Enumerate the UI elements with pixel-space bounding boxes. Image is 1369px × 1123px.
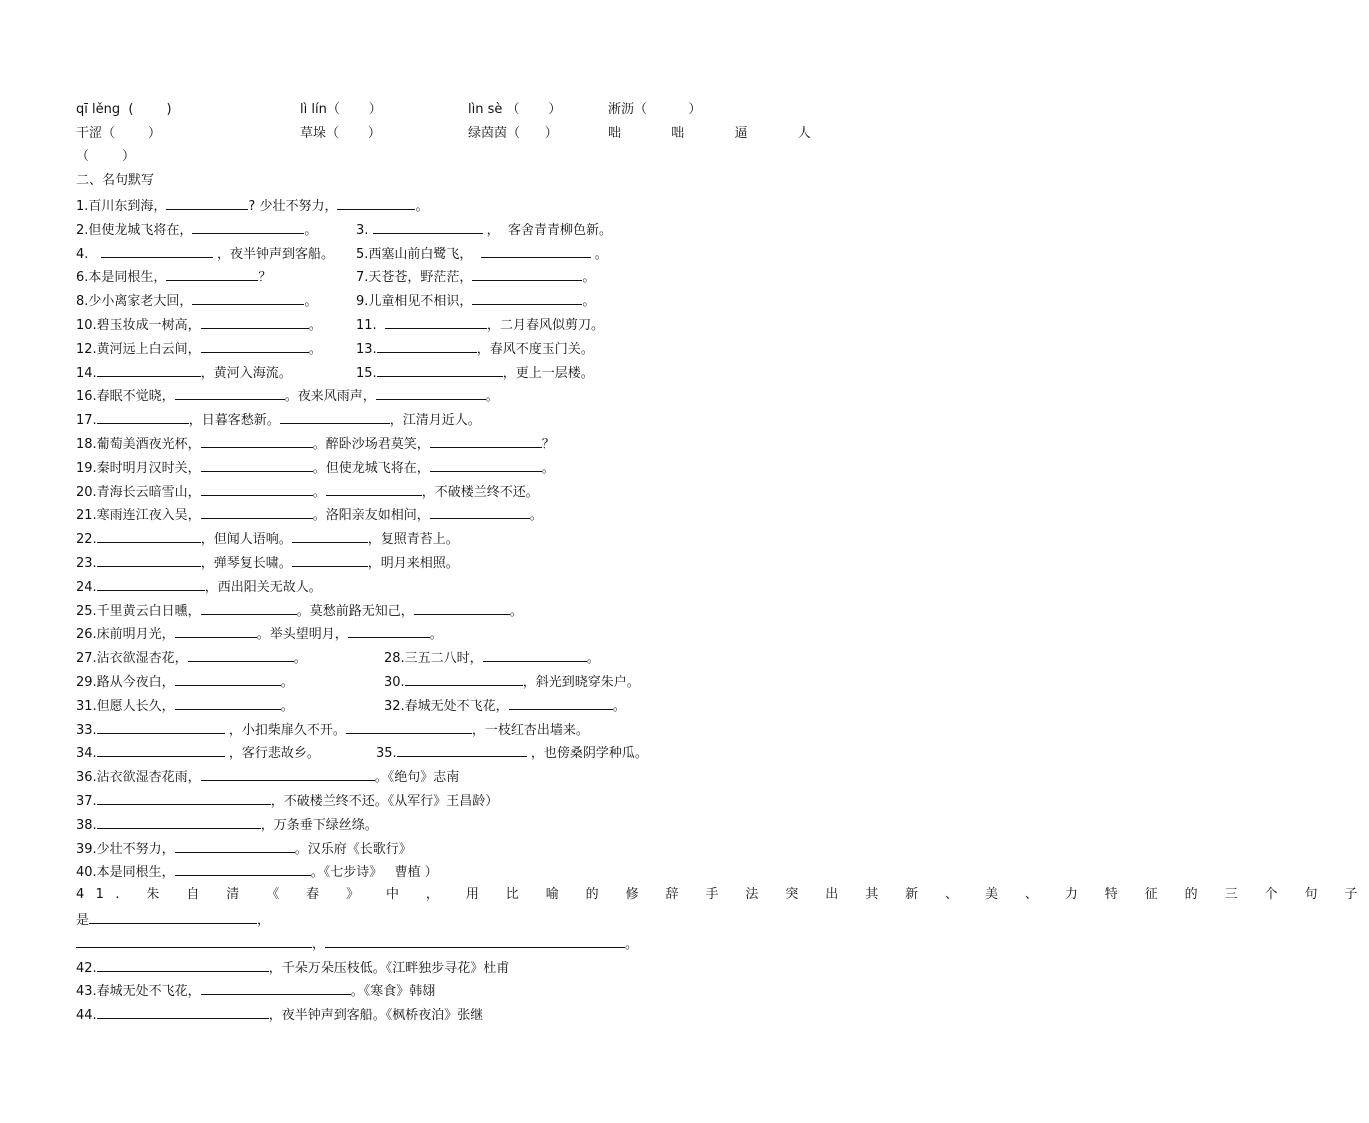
answer-blank[interactable] (376, 385, 486, 400)
question-line (76, 314, 322, 336)
line-text: 41. 朱 自 清 《 春 》 中 ， 用 比 喻 的 修 辞 手 法 突 出 其 新 、 美 、 力 特 征 的 三 个 句 子 (76, 887, 1369, 902)
question-line (76, 195, 428, 217)
line-text: ，一枝红杏出墙来。 (471, 723, 589, 738)
line-text: 。 (582, 294, 596, 309)
question-line (76, 219, 317, 241)
answer-blank[interactable] (201, 600, 297, 615)
line-text: 21.寒雨连江夜入吴， (76, 508, 201, 523)
question-line (76, 861, 438, 883)
answer-blank[interactable] (166, 195, 248, 210)
answer-blank[interactable] (292, 552, 368, 567)
line-text: ， (257, 913, 271, 928)
line-text: ，弹琴复长啸。 (200, 556, 292, 571)
line-text: 34. (76, 746, 97, 761)
line-text: ，西出阳关无故人。 (204, 580, 322, 595)
line-text: 19.秦时明月汉时关， (76, 461, 201, 476)
line-text: 。 (590, 247, 608, 262)
line-text: 。 (541, 461, 555, 476)
line-text: ， 客舍青青柳色新。 (482, 223, 612, 238)
question-line (76, 885, 1369, 905)
answer-blank[interactable] (201, 766, 375, 781)
question-line (76, 695, 294, 717)
pinyin-item: lìn sè （ ） (468, 102, 562, 117)
line-text: 39.少壮不努力， (76, 842, 175, 857)
answer-blank[interactable] (385, 314, 487, 329)
line-text: 。 (415, 199, 429, 214)
question-line (76, 504, 543, 526)
line-text: 10.碧玉妆成一树高， (76, 318, 201, 333)
line-text: 13. (356, 342, 377, 357)
question-line (76, 790, 498, 812)
answer-blank[interactable] (201, 433, 313, 448)
line-text: 。醉卧沙场君莫笑， (312, 437, 430, 452)
question-line-right (356, 243, 608, 265)
question-line-right (356, 290, 595, 312)
pinyin-item: qī lěng ( ) (76, 102, 172, 117)
line-text: 25.千里黄云白日曛， (76, 604, 201, 619)
line-text: 33. (76, 723, 97, 738)
line-text: 29.路从今夜白， (76, 675, 175, 690)
answer-blank[interactable] (101, 243, 213, 258)
line-text: 43.春城无处不飞花， (76, 984, 201, 999)
answer-blank[interactable] (201, 314, 309, 329)
question-line (76, 433, 555, 455)
line-text: ，也傍桑阴学种瓜。 (526, 746, 648, 761)
section-title: 二、名句默写 (76, 173, 155, 188)
line-text: 。 (582, 270, 596, 285)
line-text: 18.葡萄美酒夜光杯， (76, 437, 201, 452)
answer-blank[interactable] (325, 933, 625, 948)
line-text: 。 (280, 699, 294, 714)
line-text: 。夜来风雨声， (284, 389, 376, 404)
answer-blank[interactable] (483, 647, 587, 662)
answer-blank[interactable] (97, 528, 201, 543)
answer-blank[interactable] (326, 481, 422, 496)
answer-blank[interactable] (192, 290, 304, 305)
question-line-right (384, 695, 626, 717)
question-line (76, 909, 270, 931)
line-text: 27.沾衣欲湿杏花， (76, 651, 188, 666)
answer-blank[interactable] (430, 433, 542, 448)
line-text: 。但使龙城飞将在， (312, 461, 430, 476)
line-text: 7.天苍苍，野茫茫， (356, 270, 473, 285)
line-text: 8.少小离家老大回， (76, 294, 193, 309)
line-text: ，千朵万朵压枝低。《江畔独步寻花》杜甫 (268, 961, 510, 976)
question-line (76, 671, 294, 693)
answer-blank[interactable] (346, 719, 472, 734)
line-text: 9.儿童相见不相识， (356, 294, 473, 309)
line-text: 5.西塞山前白鹭飞， (356, 247, 481, 262)
pinyin-item: 咄 咄 逼 人 (608, 126, 825, 141)
question-line (76, 647, 307, 669)
pinyin-item: lì lín（ ） (300, 102, 382, 117)
line-text: 。 (529, 508, 543, 523)
question-line (76, 552, 459, 574)
line-text: 。 (280, 675, 294, 690)
question-line (76, 980, 435, 1002)
answer-blank[interactable] (97, 957, 269, 972)
question-line (76, 385, 499, 407)
line-text: 23. (76, 556, 97, 571)
line-text: 。 (293, 651, 307, 666)
question-line (76, 528, 459, 550)
line-text: 11. (356, 318, 385, 333)
line-text: 。 (485, 389, 499, 404)
line-text: 4. (76, 247, 101, 262)
line-text: 35. (376, 746, 397, 761)
question-line-right (384, 647, 600, 669)
line-text: 38. (76, 818, 97, 833)
line-text: 30. (384, 675, 405, 690)
question-line (76, 838, 412, 860)
answer-blank[interactable] (337, 195, 415, 210)
line-text: ， (312, 937, 326, 952)
answer-blank[interactable] (430, 504, 530, 519)
line-text: ? 少壮不努力， (248, 199, 338, 214)
answer-blank[interactable] (201, 338, 309, 353)
question-line (76, 481, 539, 503)
answer-blank[interactable] (201, 481, 313, 496)
question-line (76, 576, 322, 598)
answer-blank[interactable] (97, 742, 225, 757)
answer-blank[interactable] (509, 695, 613, 710)
answer-blank[interactable] (430, 457, 542, 472)
answer-blank[interactable] (280, 409, 390, 424)
line-text: ，夜半钟声到客船。《枫桥夜泊》张继 (268, 1008, 484, 1023)
line-text: 。 (304, 223, 318, 238)
line-text: 32.春城无处不飞花， (384, 699, 509, 714)
line-text: ，江清月近人。 (389, 413, 481, 428)
line-text: ，明月来相照。 (367, 556, 459, 571)
line-text: 。洛阳亲友如相问， (312, 508, 430, 523)
answer-blank[interactable] (201, 980, 351, 995)
line-text: 2.但使龙城飞将在， (76, 223, 193, 238)
answer-blank[interactable] (175, 623, 257, 638)
line-text: 28.三五二八时， (384, 651, 483, 666)
pinyin-item: 绿茵茵（ ） (468, 126, 558, 141)
line-text: 。 (304, 294, 318, 309)
line-text: 17. (76, 413, 97, 428)
question-line (76, 719, 589, 741)
line-text: 14. (76, 366, 97, 381)
line-text: ，更上一层楼。 (502, 366, 594, 381)
answer-blank[interactable] (97, 814, 261, 829)
question-line-right (356, 338, 594, 360)
line-text: 6.本是同根生， (76, 270, 167, 285)
answer-blank[interactable] (377, 362, 503, 377)
line-text: 。 (429, 627, 443, 642)
question-line (76, 766, 459, 788)
line-text: 。《绝句》志南 (374, 770, 460, 785)
answer-blank[interactable] (414, 600, 510, 615)
line-text: ，万条垂下绿丝绦。 (260, 818, 378, 833)
line-text: ，日暮客愁新。 (188, 413, 280, 428)
question-line (76, 814, 378, 836)
question-line (76, 623, 443, 645)
question-line (76, 290, 317, 312)
pinyin-item: （ ） (76, 149, 136, 164)
question-line (76, 243, 334, 265)
line-text: 44. (76, 1008, 97, 1023)
line-text: ，黄河入海流。 (200, 366, 292, 381)
question-line-right (356, 219, 612, 241)
answer-blank[interactable] (292, 528, 368, 543)
answer-blank[interactable] (188, 647, 294, 662)
question-line (76, 933, 638, 955)
line-text: 。 (308, 342, 322, 357)
answer-blank[interactable] (481, 243, 591, 258)
line-text: 。 (308, 318, 322, 333)
line-text: 36.沾衣欲湿杏花雨， (76, 770, 201, 785)
line-text: 42. (76, 961, 97, 976)
answer-blank[interactable] (97, 719, 225, 734)
question-line (76, 266, 271, 288)
line-text: 12.黄河远上白云间， (76, 342, 201, 357)
question-line (76, 338, 322, 360)
line-text: ？ (258, 270, 272, 285)
line-text: 。 (612, 699, 626, 714)
line-text: 。 (586, 651, 600, 666)
line-text: 31.但愿人长久， (76, 699, 175, 714)
answer-blank[interactable] (472, 290, 582, 305)
question-line (76, 362, 292, 384)
line-text: 20.青海长云暗雪山， (76, 485, 201, 500)
line-text: 16.春眠不觉晓， (76, 389, 175, 404)
answer-blank[interactable] (97, 1004, 269, 1019)
answer-blank[interactable] (201, 504, 313, 519)
question-line-right (356, 266, 595, 288)
question-line (76, 1004, 483, 1026)
answer-blank[interactable] (175, 385, 285, 400)
line-text: 1.百川东到海， (76, 199, 167, 214)
line-text: 37. (76, 794, 97, 809)
line-text: 3. (356, 223, 373, 238)
question-line (76, 957, 509, 979)
answer-blank[interactable] (377, 338, 477, 353)
answer-blank[interactable] (175, 671, 281, 686)
line-text: 40.本是同根生， (76, 865, 175, 880)
answer-blank[interactable] (76, 933, 312, 948)
answer-blank[interactable] (175, 861, 311, 876)
question-line (76, 742, 320, 764)
answer-blank[interactable] (192, 219, 304, 234)
line-text: ，小扣柴扉久不开。 (224, 723, 346, 738)
answer-blank[interactable] (397, 742, 527, 757)
line-text: 。举头望明月， (256, 627, 348, 642)
question-line-right (356, 314, 604, 336)
answer-blank[interactable] (175, 838, 295, 853)
answer-blank[interactable] (97, 362, 201, 377)
answer-blank[interactable] (97, 552, 201, 567)
line-text: 24. (76, 580, 97, 595)
question-line-right (384, 671, 640, 693)
pinyin-item: 草垛（ ） (300, 126, 381, 141)
question-line (76, 409, 481, 431)
answer-blank[interactable] (373, 219, 483, 234)
line-text: 。莫愁前路无知己， (296, 604, 414, 619)
line-text: ，斜光到晓穿朱户。 (522, 675, 640, 690)
question-line-right (376, 742, 648, 764)
question-line (76, 600, 523, 622)
question-line-right (356, 362, 594, 384)
line-text: ，客行悲故乡。 (224, 746, 320, 761)
line-text: ，二月春风似剪刀。 (486, 318, 604, 333)
line-text: ，不破楼兰终不还。 (421, 485, 539, 500)
answer-blank[interactable] (201, 457, 313, 472)
line-text: ，复照青苔上。 (367, 532, 459, 547)
line-text: ，但闻人语响。 (200, 532, 292, 547)
line-text: ，不破楼兰终不还。《从军行》王昌龄） (270, 794, 499, 809)
pinyin-item: 淅沥（ ） (608, 102, 702, 117)
answer-blank[interactable] (97, 790, 271, 805)
answer-blank[interactable] (405, 671, 523, 686)
answer-blank[interactable] (175, 695, 281, 710)
line-text: ，春风不度玉门关。 (476, 342, 594, 357)
question-line (76, 457, 555, 479)
line-text: 。 (509, 604, 523, 619)
line-text: 22. (76, 532, 97, 547)
answer-blank[interactable] (89, 909, 257, 924)
line-text: ，夜半钟声到客船。 (212, 247, 334, 262)
line-text: 。《寒食》韩翃 (350, 984, 436, 999)
line-text: 15. (356, 366, 377, 381)
line-text: ？ (541, 437, 555, 452)
answer-blank[interactable] (97, 409, 189, 424)
line-text: 26.床前明月光， (76, 627, 175, 642)
line-text: 。《七步诗》 曹植 ） (310, 865, 438, 880)
line-text: 。汉乐府《长歌行》 (294, 842, 412, 857)
answer-blank[interactable] (97, 576, 205, 591)
line-text: 是 (76, 913, 90, 928)
answer-blank[interactable] (348, 623, 430, 638)
answer-blank[interactable] (166, 266, 258, 281)
line-text: 。 (312, 485, 326, 500)
pinyin-item: 干涩（ ） (76, 126, 162, 141)
answer-blank[interactable] (472, 266, 582, 281)
line-text: 。 (625, 937, 639, 952)
